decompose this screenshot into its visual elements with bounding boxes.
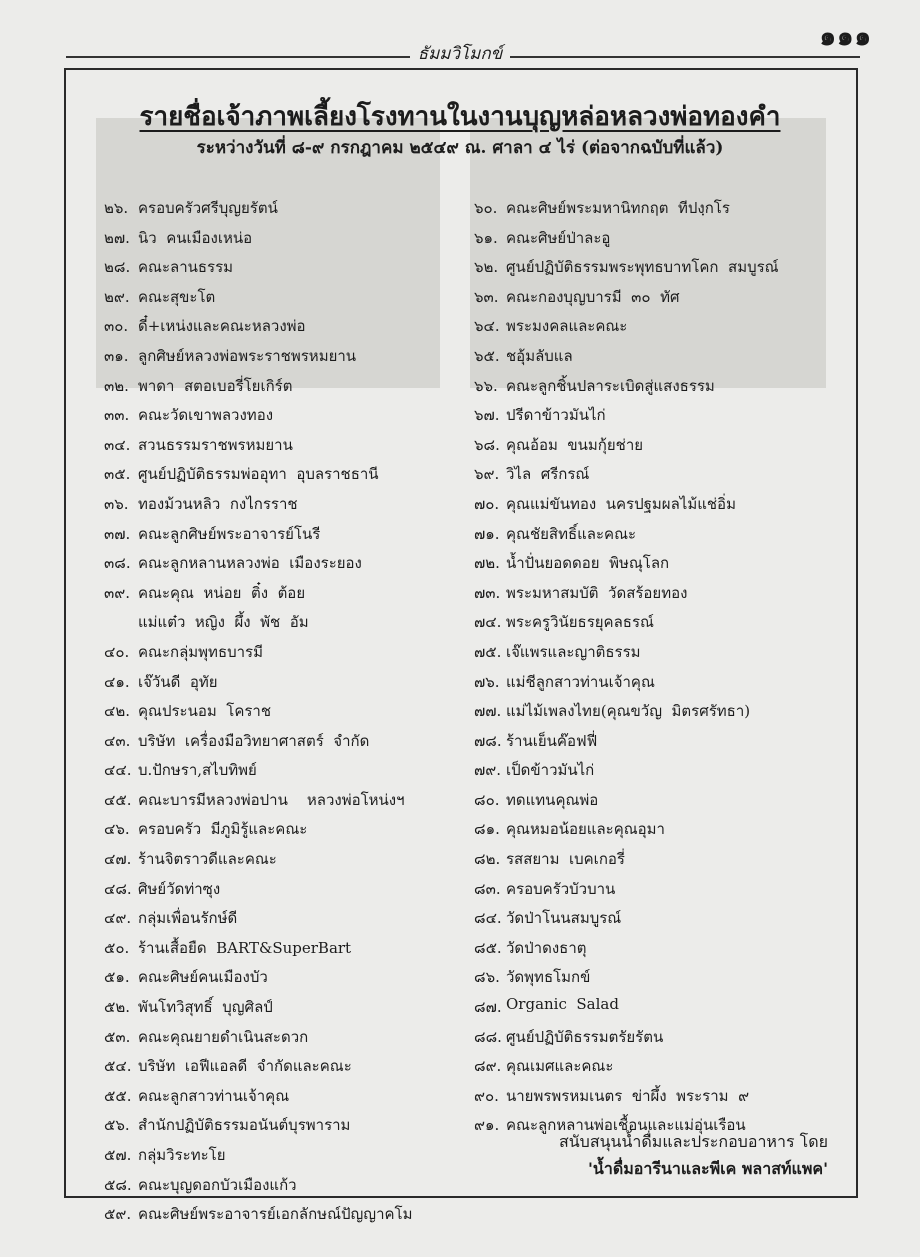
list-item-number: ๖๑. xyxy=(474,228,498,247)
list-item-name: ดี๋+เหน่งและคณะหลวงพ่อ xyxy=(138,317,306,336)
journal-header xyxy=(0,40,920,67)
list-item-name: คณะศิษย์พระอาจารย์เอกลักษณ์ปัญญาคโม xyxy=(138,1205,413,1224)
list-item-name: ชอุ้มลับแล xyxy=(506,346,573,365)
list-item xyxy=(104,374,454,404)
list-item xyxy=(104,492,454,522)
list-item-number: ๔๘. xyxy=(104,879,132,898)
list-item-name: น้ำปั่นยอดดอย พิษณุโลก xyxy=(506,554,670,573)
list-item xyxy=(104,1054,454,1084)
list-item xyxy=(474,699,844,729)
list-item-number: ๘๗. xyxy=(474,998,502,1017)
list-item-number: ๕๙. xyxy=(104,1205,132,1224)
list-item-number: ๕๑. xyxy=(104,968,130,987)
list-item-name: พันโทวิสุทธิ์ บุญศิลป์ xyxy=(138,998,273,1017)
list-item-number: ๗๓. xyxy=(474,583,501,602)
closing-line: สนับสนุนน้ำดื่มและประกอบอาหาร โดย xyxy=(558,1132,828,1151)
list-item xyxy=(474,522,844,552)
list-item-name: คณะลานธรรม xyxy=(138,258,234,277)
list-item xyxy=(104,758,454,788)
list-item-number: ๔๒. xyxy=(104,702,131,721)
list-item xyxy=(104,462,454,492)
list-item xyxy=(104,226,454,256)
list-item-name: คณะสุขะโต xyxy=(138,287,216,306)
list-item xyxy=(474,610,844,640)
host-list-right xyxy=(474,196,844,1143)
list-item-name: แม่ชีลูกสาวท่านเจ้าคุณ xyxy=(506,672,655,691)
list-item-name: ครอบครัว มีภูมิรู้และคณะ xyxy=(138,820,308,839)
page-title: รายชื่อเจ้าภาพเลี้ยงโรงทานในงานบุญหล่อหลวงพ่อทองคำ xyxy=(139,102,781,132)
list-item-name: ทดแทนคุณพ่อ xyxy=(506,790,599,809)
list-item xyxy=(474,670,844,700)
list-item-number: ๓๖. xyxy=(104,494,129,513)
list-item-name: คุณอ้อม ขนมกุ้ยช่าย xyxy=(506,435,644,454)
list-item xyxy=(104,610,454,640)
list-item-name: ครอบครัวบัวบาน xyxy=(506,879,616,898)
list-item-number: ๘๒. xyxy=(474,850,501,869)
list-item-name: ศูนย์ปฏิบัติธรรมพ่ออุทา อุบลราชธานี xyxy=(138,465,379,484)
list-item-name: ศิษย์วัดท่าซุง xyxy=(138,879,221,898)
list-item-name: คณะลูกชิ้นปลาระเบิดสู่แสงธรรม xyxy=(506,376,715,395)
list-item xyxy=(474,462,844,492)
list-item-number: ๗๖. xyxy=(474,672,500,691)
list-item-name: ลูกศิษย์หลวงพ่อพระราชพรหมยาน xyxy=(138,346,357,365)
list-item-number: ๖๔. xyxy=(474,317,500,336)
list-item-number: ๓๐. xyxy=(104,317,129,336)
list-item xyxy=(104,285,454,315)
list-item-name: ร้านจิตราวดีและคณะ xyxy=(138,850,277,869)
list-item-name: คุณแม่ขันทอง นครปฐมผลไม้แช่อิ่ม xyxy=(506,494,736,513)
list-item-number: ๓๓. xyxy=(104,406,130,425)
list-item xyxy=(104,433,454,463)
list-item-name: Organic Salad xyxy=(506,995,619,1014)
list-item xyxy=(104,1173,454,1203)
list-item-name: เจ๊แพรและญาติธรรม xyxy=(506,642,641,661)
list-item-name: คณะกลุ่มพุทธบารมี xyxy=(138,642,263,661)
list-item-name: พระมหาสมบัติ วัดสร้อยทอง xyxy=(506,583,688,602)
list-item xyxy=(104,729,454,759)
list-item xyxy=(104,670,454,700)
list-item-number: ๘๙. xyxy=(474,1057,502,1076)
list-item xyxy=(474,374,844,404)
list-item-number: ๕๒. xyxy=(104,998,131,1017)
list-item xyxy=(474,433,844,463)
list-item xyxy=(104,196,454,226)
page-number: ๑๑๑ xyxy=(819,22,872,52)
list-item-name: พระครูวินัยธรยุคลธรณ์ xyxy=(506,613,654,632)
list-item-number: ๔๕. xyxy=(104,790,132,809)
list-item-number: ๘๘. xyxy=(474,1027,502,1046)
list-item-number: ๘๐. xyxy=(474,790,500,809)
list-item-number: ๖๒. xyxy=(474,258,499,277)
list-item-name: บริษัท เอฟีแอลดี จำกัดและคณะ xyxy=(138,1057,352,1076)
list-item-name: คณะกองบุญบารมี ๓๐ ทัศ xyxy=(506,287,680,306)
list-item xyxy=(474,285,844,315)
list-item-name: คณะศิษย์ป่าละอู xyxy=(506,228,611,247)
list-item-number: ๘๓. xyxy=(474,879,501,898)
list-item-number: ๘๑. xyxy=(474,820,500,839)
list-item xyxy=(104,936,454,966)
list-item-number: ๓๑. xyxy=(104,346,129,365)
list-item-name: คณะศิษย์คนเมืองบัว xyxy=(138,968,268,987)
closing-note xyxy=(559,1128,828,1182)
journal-name: ธัมมวิโมกข์ xyxy=(410,44,511,64)
list-item-name: นายพรพรหมเนตร ข่าผึ้ง พระราม ๙ xyxy=(506,1086,750,1105)
list-item xyxy=(474,995,844,1025)
list-item-name: บ.ปักษรา,สไบทิพย์ xyxy=(138,761,257,780)
list-item xyxy=(474,1054,844,1084)
list-item-name: กลุ่มเพื่อนรักษ์ดี xyxy=(138,909,238,928)
list-item xyxy=(474,403,844,433)
list-item xyxy=(104,1113,454,1143)
list-item xyxy=(474,1025,844,1055)
list-item-number: ๖๙. xyxy=(474,465,500,484)
list-item xyxy=(474,255,844,285)
list-item-number: ๓๗. xyxy=(104,524,131,543)
list-item-number: ๔๙. xyxy=(104,909,132,928)
list-item-number: ๕๕. xyxy=(104,1086,132,1105)
list-item-number: ๖๘. xyxy=(474,435,500,454)
list-item-number: ๖๖. xyxy=(474,376,498,395)
list-item-name: วัดป่าดงธาตุ xyxy=(506,938,587,957)
list-item xyxy=(474,906,844,936)
list-item-number: ๕๐. xyxy=(104,938,130,957)
list-item-number: ๖๓. xyxy=(474,287,499,306)
list-item-name: วิไล ศรีกรณ์ xyxy=(506,465,590,484)
list-item-number: ๗๑. xyxy=(474,524,500,543)
list-item-name: คณะบารมีหลวงพ่อปาน หลวงพ่อโหน่งฯ xyxy=(138,790,405,809)
list-item-number: ๔๗. xyxy=(104,850,132,869)
list-item-name: นิว คนเมืองเหน่อ xyxy=(138,228,253,247)
list-item xyxy=(104,847,454,877)
list-item-name: คุณชัยสิทธิ์และคณะ xyxy=(506,524,637,543)
list-item xyxy=(474,877,844,907)
list-item-number: ๓๙. xyxy=(104,583,131,602)
list-item-number: ๔๔. xyxy=(104,761,132,780)
list-item xyxy=(104,1202,454,1232)
list-item-number: ๗๗. xyxy=(474,702,502,721)
host-list-left xyxy=(104,196,454,1232)
list-item-number: ๗๔. xyxy=(474,613,502,632)
list-item xyxy=(474,226,844,256)
list-item-number: ๗๒. xyxy=(474,554,500,573)
list-item xyxy=(474,817,844,847)
list-item xyxy=(104,551,454,581)
list-item-number: ๓๕. xyxy=(104,465,131,484)
list-item-number: ๔๖. xyxy=(104,820,130,839)
list-item-number: ๒๙. xyxy=(104,287,130,306)
list-item-number: ๒๗. xyxy=(104,228,130,247)
list-item-name: พระมงคลและคณะ xyxy=(506,317,628,336)
list-item xyxy=(474,581,844,611)
list-item-name: แม่ไม้เพลงไทย(คุณขวัญ มิตรศรัทธา) xyxy=(506,702,751,721)
list-item-number: ๕๗. xyxy=(104,1146,132,1164)
list-item xyxy=(104,522,454,552)
list-item xyxy=(474,640,844,670)
list-item xyxy=(104,581,454,611)
list-item xyxy=(104,817,454,847)
list-item xyxy=(104,640,454,670)
list-item-name: คณะวัดเขาพลวงทอง xyxy=(138,406,274,425)
list-item-number: ๗๙. xyxy=(474,761,502,780)
list-item-name: ครอบครัวศรีบุญยรัตน์ xyxy=(138,199,278,217)
list-item xyxy=(474,1084,844,1114)
list-item xyxy=(104,877,454,907)
list-item-name: บริษัท เครื่องมือวิทยาศาสตร์ จำกัด xyxy=(138,731,370,750)
list-item-name: รสสยาม เบคเกอรี่ xyxy=(506,850,625,869)
list-item-name: ทองม้วนหลิว กงไกรราช xyxy=(138,494,298,513)
list-item xyxy=(474,551,844,581)
list-item xyxy=(474,847,844,877)
list-item-name: พาดา สตอเบอรี่โยเกิร์ต xyxy=(138,376,293,395)
list-item-name: เจ๊วันดี อุทัย xyxy=(138,672,218,691)
list-item xyxy=(474,344,844,374)
list-item-name: ศูนย์ปฏิบัติธรรมพระพุทธบาทโคก สมบูรณ์ xyxy=(506,258,779,277)
list-item-number: ๔๐. xyxy=(104,642,130,661)
list-item-number xyxy=(104,610,138,640)
page-subtitle: ระหว่างวันที่ ๘-๙ กรกฎาคม ๒๕๔๙ ณ. ศาลา ๔ ไร่ (ต่อจากฉบับที่แล้ว) xyxy=(196,138,724,158)
list-item-number: ๒๘. xyxy=(104,258,131,277)
list-item-number: ๕๖. xyxy=(104,1116,130,1135)
list-item xyxy=(474,314,844,344)
list-item xyxy=(104,788,454,818)
list-item-name: คณะคุณ หน่อย ติ๋ง ต้อย xyxy=(138,583,306,602)
list-item-number: ๕๓. xyxy=(104,1027,131,1046)
list-item-number: ๔๑. xyxy=(104,672,130,691)
list-item xyxy=(474,936,844,966)
list-item xyxy=(104,403,454,433)
list-item-name: คณะคุณยายดำเนินสะดวก xyxy=(138,1027,309,1046)
list-item-name: คุณเมศและคณะ xyxy=(506,1057,614,1076)
list-item-name: คณะลูกสาวท่านเจ้าคุณ xyxy=(138,1086,290,1105)
list-item-name: แม่แต๋ว หญิง ผึ้ง พัช อัม xyxy=(138,613,309,632)
list-item-name: วัดป่าโนนสมบูรณ์ xyxy=(506,909,622,928)
list-item-number: ๗๘. xyxy=(474,731,502,750)
list-item xyxy=(104,255,454,285)
list-item-name: คณะลูกหลานพ่อเชื้อนและแม่อุ่นเรือน xyxy=(506,1116,746,1135)
list-item-name: คณะบุญดอกบัวเมืองแก้ว xyxy=(138,1175,297,1194)
list-item xyxy=(474,196,844,226)
list-item-number: ๖๕. xyxy=(474,346,500,365)
list-item xyxy=(104,995,454,1025)
list-item-name: ร้านเสื้อยืด BART&SuperBart xyxy=(138,938,352,957)
list-item-number: ๓๘. xyxy=(104,554,131,573)
list-item-name: คณะลูกหลานหลวงพ่อ เมืองระยอง xyxy=(138,554,362,573)
list-item-number: ๙๑. xyxy=(474,1116,500,1135)
list-item xyxy=(474,965,844,995)
list-item-name: วัดพุทธโมกข์ xyxy=(506,968,591,987)
list-item-number: ๖๗. xyxy=(474,406,500,425)
list-item xyxy=(104,314,454,344)
list-item-name: คณะลูกศิษย์พระอาจารย์โนรี xyxy=(138,524,321,543)
list-item-number: ๘๔. xyxy=(474,909,502,928)
list-item xyxy=(104,965,454,995)
list-item xyxy=(104,1084,454,1114)
list-item xyxy=(104,1143,454,1173)
list-item-name: ศูนย์ปฏิบัติธรรมตรัยรัตน xyxy=(506,1027,664,1046)
list-item xyxy=(474,788,844,818)
list-item xyxy=(104,699,454,729)
list-item-number: ๕๘. xyxy=(104,1175,132,1194)
list-item-number: ๙๐. xyxy=(474,1086,499,1105)
list-item-number: ๕๔. xyxy=(104,1057,132,1076)
list-item xyxy=(104,344,454,374)
list-item-name: สำนักปฏิบัติธรรมอนันต์บุรพาราม xyxy=(138,1116,351,1135)
closing-sponsor: 'น้ำดื่มอารีนาและพีเค พลาสท์แพค' xyxy=(588,1159,828,1178)
list-item-number: ๓๔. xyxy=(104,435,131,454)
list-item xyxy=(104,906,454,936)
list-item-name: กลุ่มวิระทะโย xyxy=(138,1146,226,1164)
list-item xyxy=(474,758,844,788)
list-item-number: ๖๐. xyxy=(474,199,498,217)
list-item-number: ๓๒. xyxy=(104,376,129,395)
list-item-name: เป็ดข้าวมันไก่ xyxy=(506,761,595,780)
list-item xyxy=(474,492,844,522)
list-item-number: ๘๖. xyxy=(474,968,500,987)
list-item-number: ๗๕. xyxy=(474,642,502,661)
list-item xyxy=(104,1025,454,1055)
list-item-name: ปรีดาข้าวมันไก่ xyxy=(506,406,606,425)
list-item-name: สวนธรรมราชพรหมยาน xyxy=(138,435,293,454)
list-item-name: คุณประนอม โคราช xyxy=(138,702,272,721)
list-item xyxy=(474,729,844,759)
list-item-name: คุณหมอน้อยและคุณอุมา xyxy=(506,820,665,839)
list-item-name: คณะศิษย์พระมหานิทกฤต ทีปงฺกโร xyxy=(506,199,730,217)
list-item-name: ร้านเย็นค๊อฟฟี่ xyxy=(506,731,598,750)
list-item-number: ๘๕. xyxy=(474,938,502,957)
list-item-number: ๗๐. xyxy=(474,494,500,513)
list-item-number: ๔๓. xyxy=(104,731,131,750)
list-item-number: ๒๖. xyxy=(104,199,129,217)
